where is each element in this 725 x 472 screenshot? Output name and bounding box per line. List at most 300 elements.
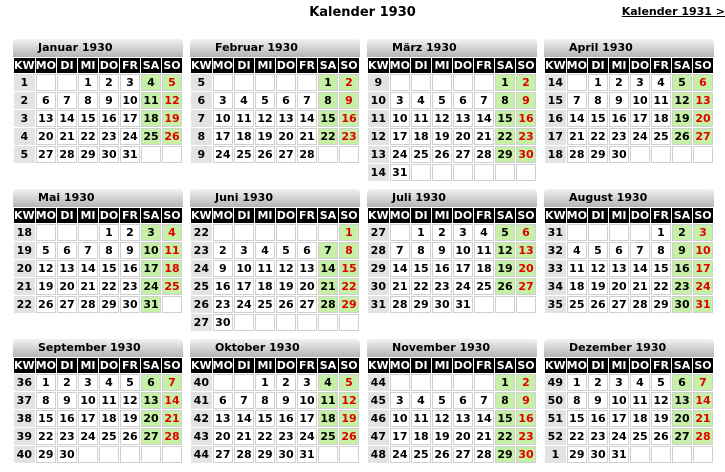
day-cell: 14 — [474, 110, 494, 127]
day-cell: 22 — [99, 278, 119, 295]
week-row — [368, 242, 536, 259]
week-row — [14, 128, 182, 145]
month-grid — [544, 57, 714, 164]
day-cell: 30 — [588, 446, 608, 463]
weekday-header: SO — [517, 59, 535, 72]
week-row — [191, 410, 359, 427]
month-title: Februar 1930 — [190, 39, 360, 57]
weekday-header: DI — [234, 208, 254, 223]
sunday-cell: 12 — [162, 92, 182, 109]
week-row — [14, 260, 182, 277]
day-cell: 5 — [255, 92, 275, 109]
week-number-header: KW — [191, 209, 212, 222]
weekday-header-row — [191, 208, 359, 223]
month-grid — [190, 57, 360, 164]
saturday-cell: 2 — [672, 224, 692, 241]
saturday-cell: 26 — [672, 128, 692, 145]
weekday-header: SA — [673, 59, 691, 72]
week-row — [368, 128, 536, 145]
day-cell: 3 — [609, 374, 629, 391]
week-number: 47 — [368, 428, 389, 445]
day-cell: 14 — [78, 260, 98, 277]
week-number: 9 — [191, 146, 212, 163]
day-cell: 13 — [453, 410, 473, 427]
day-cell: 22 — [588, 128, 608, 145]
day-cell: 8 — [411, 242, 431, 259]
saturday-cell: 1 — [495, 74, 515, 91]
empty-day-cell — [474, 164, 494, 181]
day-cell: 30 — [609, 146, 629, 163]
day-cell: 23 — [57, 428, 77, 445]
day-cell: 10 — [297, 392, 317, 409]
weekday-header: SO — [517, 359, 535, 372]
week-row — [368, 392, 536, 409]
week-row — [14, 296, 182, 313]
month-calendar — [190, 39, 360, 164]
sunday-cell: 27 — [516, 278, 536, 295]
sunday-cell: 16 — [339, 110, 359, 127]
day-cell: 31 — [297, 446, 317, 463]
weekday-header: SO — [340, 59, 358, 72]
month-calendar — [544, 339, 714, 464]
week-row — [368, 374, 536, 391]
month-grid — [367, 57, 537, 182]
day-cell: 12 — [651, 392, 671, 409]
saturday-cell: 8 — [495, 392, 515, 409]
day-cell: 18 — [411, 428, 431, 445]
saturday-cell: 22 — [318, 128, 338, 145]
sunday-cell: 21 — [693, 410, 713, 427]
week-row — [14, 74, 182, 91]
day-cell: 10 — [630, 92, 650, 109]
day-cell: 11 — [234, 110, 254, 127]
month-calendar — [544, 39, 714, 164]
sunday-cell: 23 — [339, 128, 359, 145]
weekday-header: SA — [496, 209, 514, 222]
week-number: 29 — [368, 260, 389, 277]
weekday-header: SO — [163, 359, 181, 372]
empty-day-cell — [162, 296, 182, 313]
day-cell: 15 — [411, 260, 431, 277]
day-cell: 28 — [630, 296, 650, 313]
day-cell: 20 — [213, 428, 233, 445]
week-row — [191, 110, 359, 127]
week-row — [191, 392, 359, 409]
empty-day-cell — [453, 374, 473, 391]
day-cell: 11 — [630, 392, 650, 409]
day-cell: 30 — [276, 446, 296, 463]
saturday-cell: 11 — [318, 392, 338, 409]
day-cell: 12 — [255, 110, 275, 127]
saturday-cell: 15 — [318, 110, 338, 127]
saturday-cell: 25 — [141, 128, 161, 145]
day-cell: 14 — [297, 110, 317, 127]
day-cell: 29 — [588, 146, 608, 163]
empty-day-cell — [651, 446, 671, 463]
week-number-header: KW — [14, 59, 35, 72]
week-row — [545, 224, 713, 241]
sunday-cell: 1 — [339, 224, 359, 241]
week-number: 16 — [545, 110, 566, 127]
day-cell: 12 — [432, 410, 452, 427]
weekday-header: DO — [99, 209, 119, 222]
day-cell: 18 — [474, 260, 494, 277]
weekday-header: MI — [255, 58, 275, 73]
saturday-cell: 4 — [318, 374, 338, 391]
day-cell: 5 — [432, 392, 452, 409]
saturday-cell: 17 — [141, 260, 161, 277]
empty-day-cell — [234, 74, 254, 91]
week-row — [368, 164, 536, 181]
empty-day-cell — [339, 146, 359, 163]
saturday-cell: 18 — [141, 110, 161, 127]
day-cell: 17 — [453, 260, 473, 277]
week-row — [191, 446, 359, 463]
saturday-cell: 30 — [672, 296, 692, 313]
month-calendar — [13, 189, 183, 314]
day-cell: 5 — [36, 242, 56, 259]
weekday-header: MI — [609, 358, 629, 373]
sunday-cell: 2 — [516, 74, 536, 91]
week-row — [545, 242, 713, 259]
month-calendar — [544, 189, 714, 314]
empty-day-cell — [255, 74, 275, 91]
day-cell: 6 — [453, 392, 473, 409]
week-row — [368, 428, 536, 445]
weekday-header: DI — [411, 358, 431, 373]
weekday-header: MO — [389, 59, 410, 72]
week-number: 23 — [191, 242, 212, 259]
weekday-header-row — [368, 358, 536, 373]
week-number: 13 — [368, 146, 389, 163]
day-cell: 20 — [57, 278, 77, 295]
empty-day-cell — [630, 146, 650, 163]
weekday-header-row — [14, 208, 182, 223]
week-row — [545, 392, 713, 409]
day-cell: 1 — [78, 74, 98, 91]
day-cell: 27 — [297, 296, 317, 313]
day-cell: 7 — [474, 92, 494, 109]
day-cell: 8 — [588, 92, 608, 109]
day-cell: 25 — [651, 128, 671, 145]
week-number: 38 — [14, 410, 35, 427]
day-cell: 27 — [36, 146, 56, 163]
day-cell: 15 — [99, 260, 119, 277]
sunday-cell: 2 — [339, 74, 359, 91]
sunday-cell: 15 — [339, 260, 359, 277]
day-cell: 11 — [255, 260, 275, 277]
day-cell: 17 — [297, 410, 317, 427]
day-cell: 29 — [567, 446, 587, 463]
week-number: 14 — [545, 74, 566, 91]
empty-day-cell — [276, 74, 296, 91]
day-cell: 26 — [36, 296, 56, 313]
empty-day-cell — [141, 146, 161, 163]
day-cell: 28 — [57, 146, 77, 163]
day-cell: 17 — [390, 428, 410, 445]
day-cell: 24 — [78, 428, 98, 445]
week-number: 49 — [545, 374, 566, 391]
month-calendar — [190, 339, 360, 464]
week-number: 44 — [191, 446, 212, 463]
day-cell: 27 — [276, 146, 296, 163]
week-number: 37 — [14, 392, 35, 409]
day-cell: 21 — [474, 128, 494, 145]
day-cell: 3 — [78, 374, 98, 391]
empty-day-cell — [255, 224, 275, 241]
week-row — [14, 392, 182, 409]
day-cell: 19 — [651, 410, 671, 427]
day-cell: 7 — [567, 92, 587, 109]
saturday-cell: 22 — [495, 128, 515, 145]
saturday-cell: 5 — [672, 74, 692, 91]
day-cell: 22 — [651, 278, 671, 295]
week-number: 34 — [545, 278, 566, 295]
day-cell: 18 — [255, 278, 275, 295]
day-cell: 23 — [609, 128, 629, 145]
empty-day-cell — [78, 224, 98, 241]
day-cell: 22 — [36, 428, 56, 445]
day-cell: 24 — [609, 428, 629, 445]
week-number: 46 — [368, 410, 389, 427]
day-cell: 7 — [390, 242, 410, 259]
month-grid — [367, 207, 537, 314]
day-cell: 26 — [276, 296, 296, 313]
month-calendar — [367, 189, 537, 314]
weekday-header-row — [545, 208, 713, 223]
weekday-header: FR — [474, 208, 494, 223]
empty-day-cell — [474, 74, 494, 91]
day-cell: 4 — [234, 92, 254, 109]
day-cell: 19 — [276, 278, 296, 295]
day-cell: 17 — [390, 128, 410, 145]
month-title: September 1930 — [13, 339, 183, 357]
week-row — [545, 374, 713, 391]
day-cell: 29 — [651, 296, 671, 313]
sunday-cell: 19 — [339, 410, 359, 427]
day-cell: 19 — [588, 278, 608, 295]
day-cell: 16 — [276, 410, 296, 427]
day-cell: 25 — [567, 296, 587, 313]
day-cell: 12 — [36, 260, 56, 277]
week-number: 8 — [191, 128, 212, 145]
week-number: 21 — [14, 278, 35, 295]
day-cell: 2 — [99, 74, 119, 91]
day-cell: 1 — [99, 224, 119, 241]
day-cell: 18 — [651, 110, 671, 127]
day-cell: 9 — [120, 242, 140, 259]
week-row — [368, 296, 536, 313]
week-row — [191, 128, 359, 145]
weekday-header: MI — [432, 208, 452, 223]
week-row — [545, 428, 713, 445]
day-cell: 8 — [567, 392, 587, 409]
weekday-header: MO — [212, 59, 233, 72]
weekday-header-row — [368, 58, 536, 73]
empty-day-cell — [609, 224, 629, 241]
week-number: 42 — [191, 410, 212, 427]
day-cell: 14 — [567, 110, 587, 127]
sunday-cell: 13 — [516, 242, 536, 259]
day-cell: 22 — [411, 278, 431, 295]
day-cell: 11 — [651, 92, 671, 109]
next-year-link[interactable]: Kalender 1931 > — [621, 5, 725, 18]
day-cell: 18 — [99, 410, 119, 427]
day-cell: 12 — [432, 110, 452, 127]
week-row — [368, 260, 536, 277]
day-cell: 25 — [255, 296, 275, 313]
week-number: 22 — [191, 224, 212, 241]
week-number-header: KW — [191, 59, 212, 72]
sunday-cell: 28 — [162, 428, 182, 445]
week-row — [368, 410, 536, 427]
day-cell: 17 — [213, 128, 233, 145]
week-number: 17 — [545, 128, 566, 145]
weekday-header: MO — [212, 209, 233, 222]
day-cell: 4 — [651, 74, 671, 91]
day-cell: 16 — [57, 410, 77, 427]
day-cell: 23 — [588, 428, 608, 445]
weekday-header: MI — [255, 358, 275, 373]
day-cell: 11 — [474, 242, 494, 259]
day-cell: 18 — [411, 128, 431, 145]
week-row — [191, 374, 359, 391]
week-number: 31 — [545, 224, 566, 241]
week-number: 18 — [14, 224, 35, 241]
day-cell: 19 — [432, 128, 452, 145]
week-number: 27 — [368, 224, 389, 241]
sunday-cell: 7 — [693, 374, 713, 391]
empty-day-cell — [630, 446, 650, 463]
day-cell: 14 — [234, 410, 254, 427]
weekday-header: SA — [319, 59, 337, 72]
day-cell: 25 — [474, 278, 494, 295]
week-number-header: KW — [191, 359, 212, 372]
month-grid — [367, 357, 537, 464]
day-cell: 12 — [588, 260, 608, 277]
day-cell: 29 — [36, 446, 56, 463]
week-row — [14, 446, 182, 463]
weekday-header: SO — [694, 359, 712, 372]
weekday-header-row — [191, 58, 359, 73]
empty-day-cell — [120, 446, 140, 463]
weekday-header: FR — [474, 358, 494, 373]
empty-day-cell — [672, 446, 692, 463]
weekday-header: SA — [673, 359, 691, 372]
month-calendar — [13, 39, 183, 164]
day-cell: 4 — [411, 92, 431, 109]
empty-day-cell — [453, 164, 473, 181]
day-cell: 22 — [78, 128, 98, 145]
sunday-cell: 23 — [516, 428, 536, 445]
day-cell: 21 — [78, 278, 98, 295]
day-cell: 29 — [255, 446, 275, 463]
week-row — [14, 410, 182, 427]
saturday-cell: 13 — [141, 392, 161, 409]
day-cell: 28 — [297, 146, 317, 163]
day-cell: 28 — [474, 146, 494, 163]
day-cell: 17 — [78, 410, 98, 427]
day-cell: 13 — [213, 410, 233, 427]
day-cell: 5 — [276, 242, 296, 259]
weekday-header: SO — [163, 59, 181, 72]
day-cell: 1 — [651, 224, 671, 241]
day-cell: 30 — [57, 446, 77, 463]
saturday-cell: 26 — [495, 278, 515, 295]
day-cell: 4 — [411, 392, 431, 409]
weekday-header: MO — [566, 209, 587, 222]
weekday-header: DO — [276, 209, 296, 222]
weekday-header: MI — [78, 358, 98, 373]
weekday-header: FR — [297, 58, 317, 73]
day-cell: 6 — [36, 92, 56, 109]
weekday-header: DI — [411, 58, 431, 73]
week-number: 33 — [545, 260, 566, 277]
weekday-header: SO — [340, 359, 358, 372]
weekday-header: MI — [432, 58, 452, 73]
day-cell: 10 — [390, 410, 410, 427]
day-cell: 26 — [588, 296, 608, 313]
day-cell: 30 — [120, 296, 140, 313]
weekday-header: DO — [99, 59, 119, 72]
month-title: Oktober 1930 — [190, 339, 360, 357]
day-cell: 21 — [630, 278, 650, 295]
empty-day-cell — [234, 224, 254, 241]
empty-day-cell — [390, 374, 410, 391]
saturday-cell: 29 — [495, 146, 515, 163]
day-cell: 13 — [453, 110, 473, 127]
day-cell: 10 — [234, 260, 254, 277]
day-cell: 15 — [651, 260, 671, 277]
week-number: 40 — [14, 446, 35, 463]
saturday-cell: 25 — [318, 428, 338, 445]
week-number: 28 — [368, 242, 389, 259]
empty-day-cell — [693, 446, 713, 463]
weekday-header: DI — [588, 208, 608, 223]
empty-day-cell — [516, 164, 536, 181]
week-row — [191, 92, 359, 109]
weekday-header: DO — [630, 59, 650, 72]
saturday-cell: 29 — [495, 446, 515, 463]
week-row — [191, 296, 359, 313]
day-cell: 28 — [78, 296, 98, 313]
empty-day-cell — [390, 224, 410, 241]
week-row — [14, 374, 182, 391]
empty-day-cell — [411, 74, 431, 91]
saturday-cell: 23 — [672, 278, 692, 295]
saturday-cell: 28 — [318, 296, 338, 313]
empty-day-cell — [516, 296, 536, 313]
saturday-cell: 12 — [672, 92, 692, 109]
sunday-cell: 3 — [693, 224, 713, 241]
weekday-header-row — [191, 358, 359, 373]
day-cell: 24 — [390, 146, 410, 163]
weekday-header-row — [14, 358, 182, 373]
month-grid — [190, 207, 360, 332]
day-cell: 16 — [120, 260, 140, 277]
week-row — [191, 314, 359, 331]
sunday-cell: 17 — [693, 260, 713, 277]
day-cell: 16 — [432, 260, 452, 277]
week-row — [191, 260, 359, 277]
saturday-cell: 6 — [141, 374, 161, 391]
weekday-header: DI — [411, 208, 431, 223]
weekday-header: SA — [319, 209, 337, 222]
empty-day-cell — [213, 374, 233, 391]
sunday-cell: 27 — [693, 128, 713, 145]
day-cell: 15 — [567, 410, 587, 427]
empty-day-cell — [474, 296, 494, 313]
